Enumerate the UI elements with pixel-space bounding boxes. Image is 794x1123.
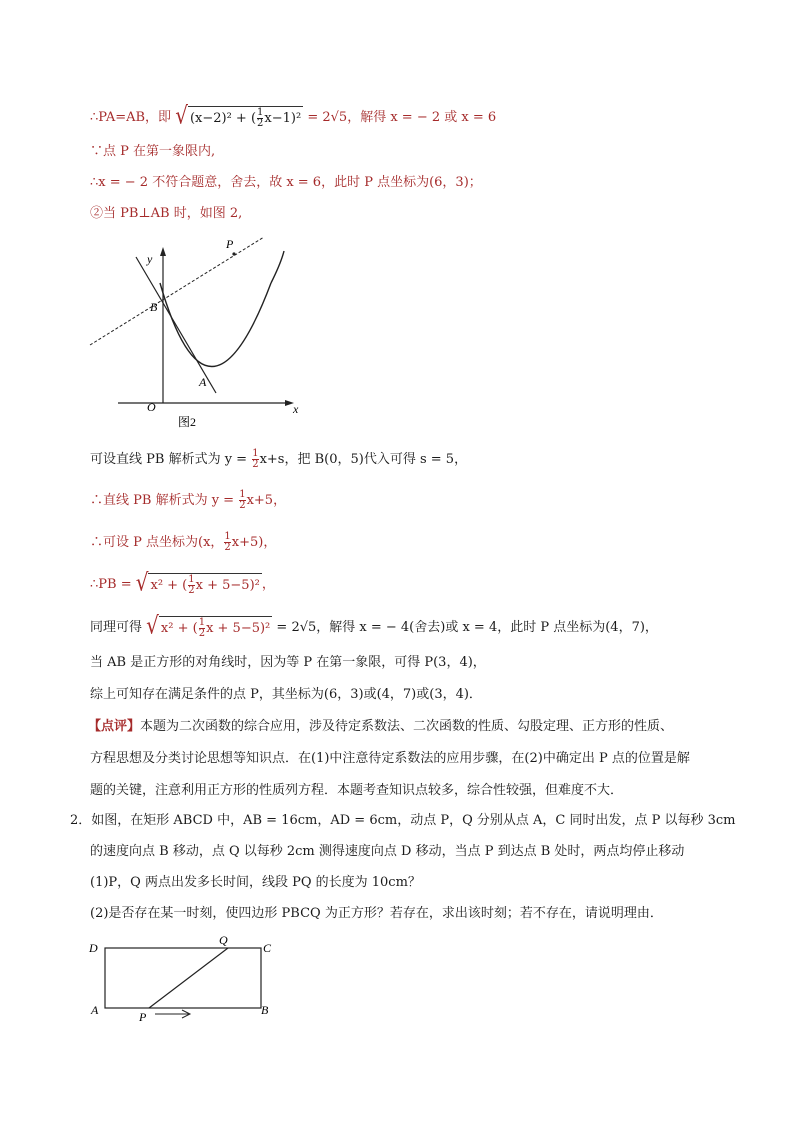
solution-line-5 — [90, 449, 467, 470]
solution-line-4: ②当 PB⊥AB 时，如图 2, — [90, 206, 243, 221]
frac-num: 1 — [198, 617, 206, 628]
radicand-part: x² + ( — [160, 621, 198, 636]
comment-text: 本题为二次函数的综合应用，涉及待定系数法、二次函数的性质、勾股定理、正方形的性质、 — [140, 719, 674, 734]
text-pa-eq-ab: ∴PA=AB，即 — [90, 110, 172, 125]
question-text: 如图，在矩形 ABCD 中，AB = 16cm，AD = 6cm，动点 P，Q 分别从点 A，C 同时出发，点 P 以每秒 3cm — [91, 813, 736, 828]
frac-den: 2 — [257, 118, 264, 129]
frac-num: 1 — [224, 531, 231, 542]
text-part: x+5， — [246, 493, 287, 508]
label-p: P — [139, 1010, 147, 1024]
figure-2-graph — [88, 235, 308, 435]
frac-num: 1 — [252, 448, 259, 459]
sqrt-expression-3 — [146, 610, 272, 640]
comment-line-2: 方程思想及分类讨论思想等知识点．在(1)中注意待定系数法的应用步骤，在(2)中确定出 P 点的位置是解 — [90, 751, 690, 766]
text-part: x+s，把 B(0，5)代入可得 s = 5， — [259, 452, 468, 467]
label-y: y — [147, 252, 153, 266]
text-part: = 2√5，解得 x = − 4(舍去)或 x = 4，此时 P 点坐标为(4，7)， — [272, 620, 658, 635]
parabola-curve — [160, 283, 271, 367]
figure-caption: 图2 — [178, 415, 197, 429]
label-p: P — [226, 237, 234, 251]
radicand-part: x + 5−5)² — [206, 621, 271, 636]
line-ab — [136, 257, 216, 393]
point-p — [232, 252, 235, 255]
question-2-line-2: 的速度向点 B 移动，点 Q 以每秒 2cm 测得速度向点 D 移动，当点 P 到达点 B 处时，两点均停止移动 — [90, 844, 685, 859]
sqrt-icon: √ — [146, 610, 159, 640]
rectangle — [105, 948, 261, 1008]
label-a: A — [91, 1003, 99, 1017]
sqrt-expression-1 — [175, 100, 303, 130]
label-b: B — [150, 300, 158, 314]
solution-line-3: ∴x = − 2 不符合题意，舍去，故 x = 6，此时 P 点坐标为(6，3)； — [90, 175, 482, 190]
text-part: x+5)， — [231, 535, 277, 550]
frac-num: 1 — [239, 489, 246, 500]
radicand-part: x² + ( — [150, 578, 188, 593]
sqrt-icon: √ — [175, 100, 188, 130]
text-part: ∴PB = — [90, 577, 136, 592]
text-part: 可设直线 PB 解析式为 y = — [90, 452, 252, 467]
solution-line-11: 综上可知存在满足条件的点 P，其坐标为(6，3)或(4，7)或(3，4)． — [90, 687, 482, 702]
label-d: D — [89, 941, 98, 955]
solution-line-2: ∵点 P 在第一象限内, — [90, 144, 216, 159]
sqrt-icon: √ — [135, 567, 149, 597]
solution-line-1 — [90, 100, 497, 130]
question-2-line-4: (2)是否存在某一时刻，使四边形 PBCQ 为正方形？若存在，求出该时刻；若不存在，请说明理由． — [90, 906, 663, 921]
text-part: 同理可得 — [90, 620, 143, 635]
frac-den: 2 — [224, 542, 231, 553]
solution-line-7 — [90, 532, 276, 553]
frac-den: 2 — [188, 585, 195, 596]
text-part: ∴可设 P 点坐标为(x， — [90, 535, 224, 550]
radicand-part: x−1)² — [264, 111, 302, 126]
label-o: O — [147, 400, 156, 414]
segment-pq — [149, 948, 228, 1008]
question-2-line-3: (1)P，Q 两点出发多长时间，线段 PQ 的长度为 10cm？ — [90, 875, 421, 890]
solution-line-8 — [90, 567, 275, 597]
text-part: ∴直线 PB 解析式为 y = — [90, 493, 239, 508]
label-c: C — [263, 941, 272, 955]
radicand-part: x + 5−5)² — [195, 578, 260, 593]
frac-den: 2 — [198, 628, 206, 639]
sqrt-expression-2 — [135, 567, 262, 597]
label-b: B — [261, 1003, 269, 1017]
solution-line-6 — [90, 490, 286, 511]
question-number: 2． — [70, 813, 92, 828]
label-x: x — [293, 402, 299, 416]
question-2-line-1 — [70, 812, 736, 830]
parabola-curve-extension — [271, 251, 284, 283]
frac-den: 2 — [239, 500, 246, 511]
text-solve-result: = 2√5，解得 x = − 2 或 x = 6 — [307, 110, 497, 125]
figure-rectangle-abcd — [85, 928, 285, 1026]
frac-num: 1 — [188, 574, 195, 585]
solution-line-9 — [90, 610, 658, 640]
label-a: A — [199, 375, 207, 389]
comment-line-3: 题的关键，注意利用正方形的性质列方程．本题考查知识点较多，综合性较强，但难度不大． — [90, 783, 624, 798]
comment-tag: 【点评】 — [88, 719, 141, 734]
label-q: Q — [219, 933, 228, 947]
y-axis-arrow-icon — [160, 247, 166, 256]
frac-den: 2 — [252, 459, 259, 470]
dashed-line-pb — [90, 237, 264, 345]
comment-line-1 — [88, 718, 673, 736]
text-part: ， — [261, 577, 275, 592]
frac-num: 1 — [257, 107, 264, 118]
radicand-part: (x−2)² + ( — [189, 111, 257, 126]
solution-line-10: 当 AB 是正方形的对角线时，因为等 P 在第一象限，可得 P(3，4)， — [90, 655, 486, 670]
